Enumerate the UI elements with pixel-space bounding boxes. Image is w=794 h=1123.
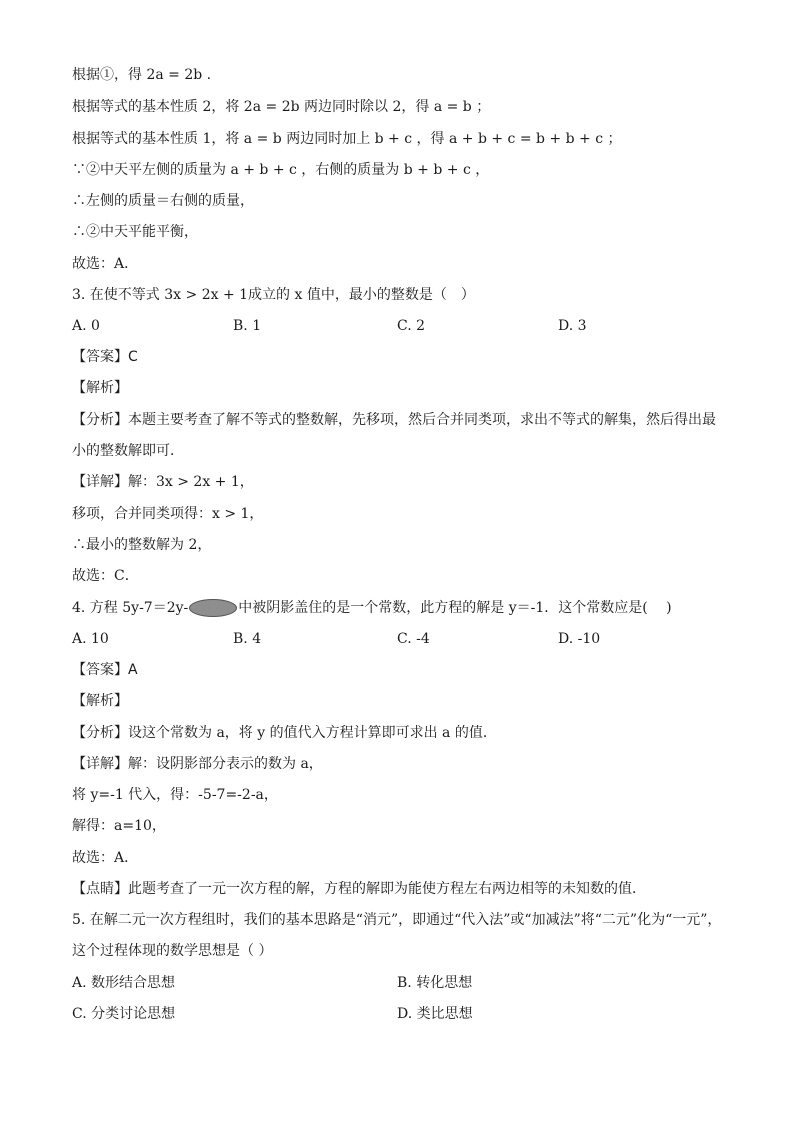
solution-line: ∴左侧的质量＝右侧的质量， <box>72 193 254 209</box>
q4-option-a: A. 10 <box>72 631 109 647</box>
choice-conclusion: 故选：A． <box>72 256 139 272</box>
solution-line: 根据等式的基本性质 2，将 2a = 2b 两边同时除以 2，得 a = b ； <box>72 99 491 115</box>
solution-line: 根据等式的基本性质 1，将 a = b 两边同时加上 b + c ，得 a + b + c = b + b + c ； <box>72 131 622 147</box>
q4-analysis: 【分析】设这个常数为 a，将 y 的值代入方程计算即可求出 a 的值． <box>72 725 497 741</box>
shaded-blob-icon <box>189 599 237 617</box>
q4-choice: 故选：A． <box>72 850 139 866</box>
q4-answer: 【答案】A <box>72 662 138 678</box>
q4-step: 解得：a=10， <box>72 818 166 834</box>
q5-option-c: C. 分类讨论思想 <box>72 1006 176 1022</box>
q3-step: 移项，合并同类项得：x > 1， <box>72 506 264 522</box>
q3-jiexi-heading: 【解析】 <box>72 380 128 396</box>
q3-analysis: 【分析】本题主要考查了解不等式的整数解，先移项，然后合并同类项，求出不等式的解集，然后得出最 <box>72 412 716 428</box>
q3-option-b: B. 1 <box>233 318 262 334</box>
q4-option-b: B. 4 <box>233 631 262 647</box>
solution-line: 根据①，得 2a = 2b . <box>72 67 212 83</box>
q3-step: ∴最小的整数解为 2， <box>72 537 212 553</box>
solution-line: ∴②中天平能平衡， <box>72 224 198 240</box>
q4-option-c: C. -4 <box>397 631 430 647</box>
q4-stem-part2: 中被阴影盖住的是一个常数，此方程的解是 y＝-1．这个常数应是( ) <box>238 600 672 616</box>
q5-option-d: D. 类比思想 <box>397 1006 473 1022</box>
q4-step: 将 y=-1 代入，得：-5-7=-2-a， <box>72 787 278 803</box>
solution-line: ∵②中天平左侧的质量为 a + b + c ，右侧的质量为 b + b + c ， <box>72 162 490 178</box>
question-3-stem: 3. 在使不等式 3x > 2x + 1成立的 x 值中，最小的整数是（ ） <box>72 287 475 303</box>
question-4-stem <box>72 597 672 619</box>
question-5-stem-cont: 这个过程体现的数学思想是（ ） <box>72 943 273 959</box>
q3-analysis-cont: 小的整数解即可． <box>72 443 184 459</box>
q4-option-d: D. -10 <box>558 631 601 647</box>
q4-jiexi-heading: 【解析】 <box>72 693 128 709</box>
q4-stem-part1: 4. 方程 5y-7＝2y- <box>72 600 189 616</box>
q5-option-b: B. 转化思想 <box>397 975 473 991</box>
q3-option-d: D. 3 <box>558 318 587 334</box>
q3-answer: 【答案】C <box>72 349 138 365</box>
q3-option-a: A. 0 <box>72 318 100 334</box>
question-5-stem: 5. 在解二元一次方程组时，我们的基本思路是“消元”，即通过“代入法”或“加减法”将“二元”化为“一元”， <box>72 912 722 928</box>
q4-remark: 【点睛】此题考查了一元一次方程的解，方程的解即为能使方程左右两边相等的未知数的值． <box>72 881 646 897</box>
q4-detail: 【详解】解：设阴影部分表示的数为 a， <box>72 756 323 772</box>
q5-option-a: A. 数形结合思想 <box>72 975 176 991</box>
q3-option-c: C. 2 <box>397 318 426 334</box>
q3-choice: 故选：C． <box>72 568 139 584</box>
q3-detail: 【详解】解：3x > 2x + 1， <box>72 474 254 490</box>
